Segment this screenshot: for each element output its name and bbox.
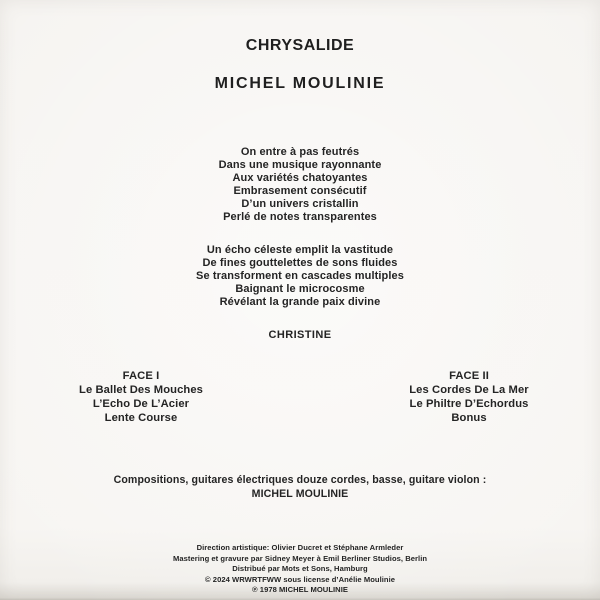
poem-line: Embrasement consécutif	[233, 185, 367, 197]
credits-artist-name: MICHEL MOULINIE	[251, 487, 349, 500]
poem-author: CHRISTINE	[268, 329, 332, 341]
poem-line: Perlé de notes transparentes	[223, 211, 377, 223]
track-item: Bonus	[451, 412, 487, 424]
credits-line: Compositions, guitares électriques douze cordes, basse, guitare violon :	[113, 474, 487, 486]
track-item: Lente Course	[104, 412, 178, 424]
footer-line: Distribué par Mots et Sons, Hamburg	[232, 564, 368, 573]
footer-line: Mastering et gravure par Sidney Meyer à Emil Berliner Studios, Berlin	[172, 553, 428, 563]
album-title: CHRYSALIDE	[245, 37, 355, 54]
track-item: L’Echo De L’Acier	[92, 398, 190, 410]
poem-line: De fines gouttelettes de sons fluides	[202, 257, 398, 269]
album-artist: MICHEL MOULINIE	[214, 75, 386, 92]
tracklist-side-b	[349, 369, 589, 425]
poem-line: On entre à pas feutrés	[240, 146, 360, 158]
footer-credits	[0, 543, 600, 596]
footer-line: © 2024 WRWRTFWW sous license d’Anélie Moulinie	[204, 574, 396, 584]
poem-line: Aux variétés chatoyantes	[232, 172, 368, 184]
poem-stanza-2	[0, 244, 600, 309]
poem-line: D’un univers cristallin	[241, 198, 359, 210]
tracklist-side-a	[21, 369, 261, 425]
musician-credits	[0, 474, 600, 501]
poem-line: Dans une musique rayonnante	[218, 159, 382, 171]
footer-line: ℗ 1978 MICHEL MOULINIE	[251, 585, 348, 594]
poem-line: Baignant le microcosme	[235, 283, 365, 295]
track-item: Le Philtre D’Echordus	[409, 398, 529, 410]
poem-stanza-1	[0, 146, 600, 224]
side-a-label: FACE I	[122, 370, 160, 382]
track-item: Les Cordes De La Mer	[409, 384, 529, 396]
track-item: Le Ballet Des Mouches	[79, 384, 203, 396]
poem-line: Révélant la grande paix divine	[219, 296, 381, 308]
poem-line: Se transforment en cascades multiples	[196, 270, 404, 282]
poem-line: Un écho céleste emplit la vastitude	[206, 244, 394, 256]
footer-line: Direction artistique: Olivier Ducret et Stéphane Armleder	[196, 543, 404, 552]
side-b-label: FACE II	[449, 370, 489, 382]
